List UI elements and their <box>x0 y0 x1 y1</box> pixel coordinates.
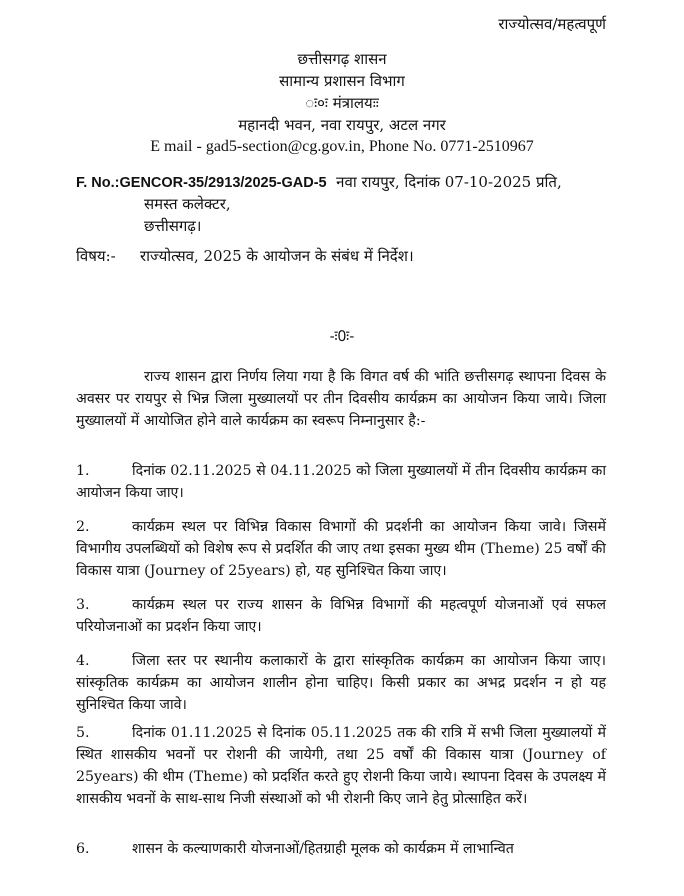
classification-tag: राज्योत्सव/महत्वपूर्ण <box>498 15 606 33</box>
department-name: सामान्य प्रशासन विभाग <box>279 72 405 90</box>
point-number: 2. <box>76 519 90 535</box>
point-number: 1. <box>76 463 90 479</box>
point-text: दिनांक 01.11.2025 से दिनांक 05.11.2025 तक की रात्रि में सभी जिला मुख्यालयों में स्थित शासकीय भवनों पर रोशनी की जायेगी, तथा 25 वर्षों की विकास यात्रा (Journey of 25years) की थीम (Theme) को प्रदर्शित करते हुए रोशनी किया जाये। स्थापना दिवस के उपलक्ष्य में शासकीय भवनों के साथ-साथ निजी संस्थाओं को भी रोशनी किए जाने हेतु प्रोत्साहित करें। <box>76 725 606 807</box>
subject-text: राज्योत्सव, 2025 के आयोजन के संबंध में निर्देश। <box>140 247 414 265</box>
point-number: 6. <box>76 841 90 857</box>
point-1 <box>76 460 606 504</box>
point-number: 3. <box>76 597 90 613</box>
point-number: 5. <box>76 725 90 741</box>
office-address: महानदी भवन, नवा रायपुर, अटल नगर <box>238 116 446 134</box>
point-2 <box>76 516 606 582</box>
point-5 <box>76 722 606 810</box>
intro-paragraph: राज्य शासन द्वारा निर्णय लिया गया है कि विगत वर्ष की भांति छत्तीसगढ़ स्थापना दिवस के अवसर पर रायपुर से भिन्न जिला मुख्यालयों पर तीन दिवसीय कार्यक्रम का आयोजन किया जाये। जिला मुख्यालयों में आयोजित होने वाले कार्यक्रम का स्वरूप निम्नानुसार है:- <box>76 369 606 429</box>
point-text: कार्यक्रम स्थल पर राज्य शासन के विभिन्न विभागों की महत्वपूर्ण योजनाओं एवं सफल परियोजनाओं का प्रदर्शन किया जाए। <box>76 597 606 635</box>
file-number: F. No.:GENCOR-35/2913/2025-GAD-5 <box>76 175 327 191</box>
point-3 <box>76 594 606 638</box>
point-text: दिनांक 02.11.2025 से 04.11.2025 को जिला मुख्यालयों में तीन दिवसीय कार्यक्रम का आयोजन किया जाए। <box>76 463 606 501</box>
addressee-line-2: छत्तीसगढ़। <box>144 217 202 235</box>
subject-line <box>76 246 414 266</box>
addressee-line-1: समस्त कलेक्टर, <box>144 195 231 213</box>
section-separator: -ः0ः- <box>329 327 355 345</box>
ministry-line: ः०ः मंत्रालयःः <box>305 94 379 112</box>
government-name: छत्तीसगढ़ शासन <box>297 50 387 68</box>
point-4 <box>76 650 606 716</box>
point-6 <box>76 838 606 860</box>
point-number: 4. <box>76 653 90 669</box>
point-text: जिला स्तर पर स्थानीय कलाकारों के द्वारा सांस्कृतिक कार्यक्रम का आयोजन किया जाए। सांस्कृतिक कार्यक्रम का आयोजन शालीन होना चाहिए। किसी प्रकार का अभद्र प्रदर्शन न हो यह सुनिश्चित किया जावे। <box>76 653 606 713</box>
point-text: कार्यक्रम स्थल पर विभिन्न विकास विभागों की प्रदर्शनी का आयोजन किया जावे। जिसमें विभागीय उपलब्धियों को विशेष रूप से प्रदर्शित की जाए तथा इसका मुख्य थीम (Theme) 25 वर्षों की विकास यात्रा (Journey of 25years) हो, यह सुनिश्चित किया जाए। <box>76 519 606 579</box>
subject-label: विषय:- <box>76 247 116 265</box>
contact-line: E mail - gad5-section@cg.gov.in, Phone No. 0771-2510967 <box>150 138 534 155</box>
place-date: नवा रायपुर, दिनांक 07-10-2025 प्रति, <box>336 173 562 191</box>
file-number-line <box>76 172 562 192</box>
point-text: शासन के कल्याणकारी योजनाओं/हितग्राही मूलक को कार्यक्रम में लाभान्वित <box>132 841 514 857</box>
